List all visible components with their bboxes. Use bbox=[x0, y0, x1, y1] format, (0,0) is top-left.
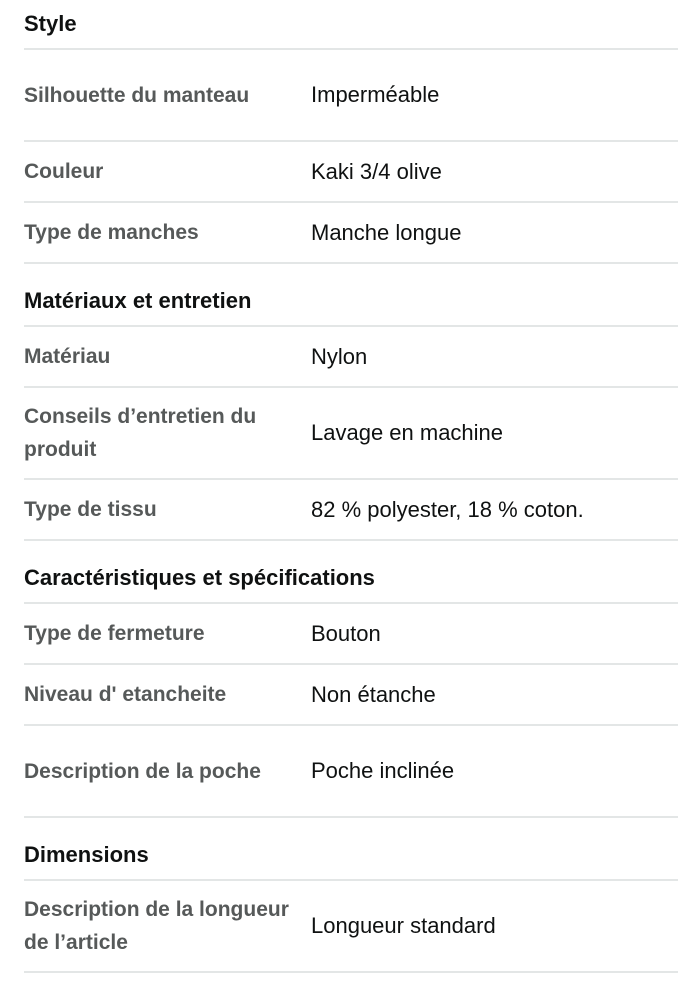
attribute-row-silhouette bbox=[24, 50, 678, 142]
attribute-row-couleur bbox=[24, 142, 678, 203]
attribute-row-fermeture bbox=[24, 604, 678, 665]
section-title-caracteristiques: Caractéristiques et spécifications bbox=[24, 541, 678, 604]
attribute-value: Longueur standard bbox=[311, 913, 496, 938]
attribute-label: Couleur bbox=[24, 160, 104, 183]
attribute-value: 82 % polyester, 18 % coton. bbox=[311, 496, 584, 522]
attribute-label: Silhouette du manteau bbox=[24, 83, 250, 107]
product-attributes-table bbox=[24, 0, 678, 973]
attribute-row-tissu bbox=[24, 480, 678, 541]
attribute-value: Imperméable bbox=[311, 82, 440, 107]
attribute-value: Manche longue bbox=[311, 219, 462, 245]
attribute-label: Matériau bbox=[24, 345, 111, 368]
attribute-label: Type de manches bbox=[24, 221, 199, 244]
attribute-row-etancheite bbox=[24, 665, 678, 726]
attribute-label: Niveau d' etancheite bbox=[24, 683, 227, 706]
section-title-materiaux: Matériaux et entretien bbox=[24, 264, 678, 327]
attribute-label: Description de la poche bbox=[24, 759, 261, 783]
attribute-row-materiau bbox=[24, 327, 678, 388]
attribute-value: Non étanche bbox=[311, 681, 436, 707]
attribute-row-poche bbox=[24, 726, 678, 818]
attribute-value: Kaki 3/4 olive bbox=[311, 158, 442, 184]
attribute-value: Bouton bbox=[311, 620, 381, 646]
attribute-value: Lavage en machine bbox=[311, 420, 504, 445]
section-title-style: Style bbox=[24, 0, 678, 50]
attribute-row-longueur bbox=[24, 881, 678, 973]
attribute-label: Conseils d’entretien du produit bbox=[24, 405, 257, 461]
section-title-dimensions: Dimensions bbox=[24, 818, 678, 881]
attribute-label: Description de la longueur de l’article bbox=[24, 898, 289, 954]
attribute-row-entretien bbox=[24, 388, 678, 480]
attribute-value: Poche inclinée bbox=[311, 758, 455, 783]
attribute-row-manches bbox=[24, 203, 678, 264]
attribute-value: Nylon bbox=[311, 343, 368, 369]
attribute-label: Type de fermeture bbox=[24, 622, 205, 645]
attribute-label: Type de tissu bbox=[24, 498, 157, 521]
